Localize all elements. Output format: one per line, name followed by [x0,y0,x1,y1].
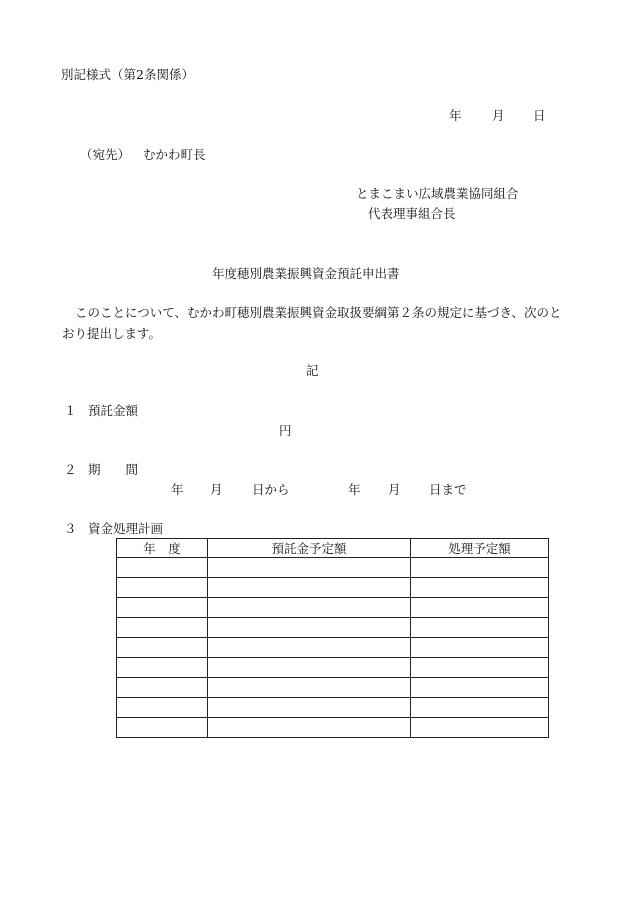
date-month-label: 月 [492,108,505,123]
table-row [117,578,549,598]
processing-planned-amount-cell[interactable] [411,598,549,618]
section-2-label: 期 間 [88,462,139,477]
processing-planned-amount-cell[interactable] [411,698,549,718]
fiscal-year-cell[interactable] [117,678,208,698]
table-row [117,558,549,578]
table-row [117,658,549,678]
period-from-year: 年 [171,482,184,497]
period-to-day: 日まで [429,482,467,497]
processing-planned-amount-cell[interactable] [411,618,549,638]
header-processing-planned-amount: 処理予定額 [411,539,549,558]
processing-planned-amount-cell[interactable] [411,678,549,698]
deposit-planned-amount-cell[interactable] [208,658,411,678]
fiscal-year-cell[interactable] [117,638,208,658]
deposit-planned-amount-cell[interactable] [208,618,411,638]
section-3-number: ３ [64,521,77,536]
applicant-title: 代表理事組合長 [368,206,456,221]
body-paragraph: このことについて、むかわ町穂別農業振興資金取扱要綱第２条の規定に基づき、次のとおり提出します。 [62,305,562,341]
deposit-planned-amount-cell[interactable] [208,558,411,578]
processing-planned-amount-cell[interactable] [411,658,549,678]
fund-plan-table [116,538,549,738]
date-year-label: 年 [449,108,462,123]
fiscal-year-cell[interactable] [117,658,208,678]
section-2-number: ２ [64,462,77,477]
fiscal-year-cell[interactable] [117,718,208,738]
document-title: 年度穂別農業振興資金預託申出書 [212,266,400,281]
header-fiscal-year: 年 度 [117,539,208,558]
table-header-row [117,539,549,558]
deposit-planned-amount-cell[interactable] [208,598,411,618]
period-from-day: 日から [252,482,290,497]
fiscal-year-cell[interactable] [117,578,208,598]
table-row [117,638,549,658]
table-row [117,678,549,698]
table-row [117,598,549,618]
processing-planned-amount-cell[interactable] [411,578,549,598]
section-3-label: 資金処理計画 [88,521,164,536]
processing-planned-amount-cell[interactable] [411,718,549,738]
table-row [117,718,549,738]
date-day-label: 日 [533,108,546,123]
addressee-label: （宛先） [80,147,131,162]
deposit-planned-amount-cell[interactable] [208,698,411,718]
section-1-label: 預託金額 [88,403,139,418]
ki-marker: 記 [306,363,319,378]
section-1-number: １ [64,403,77,418]
deposit-planned-amount-cell[interactable] [208,638,411,658]
table-body [117,558,549,738]
form-reference: 別記様式（第2条関係） [61,67,194,82]
table-row [117,698,549,718]
fiscal-year-cell[interactable] [117,598,208,618]
processing-planned-amount-cell[interactable] [411,558,549,578]
deposit-planned-amount-cell[interactable] [208,718,411,738]
table-row [117,618,549,638]
addressee-name: むかわ町長 [143,147,206,162]
fiscal-year-cell[interactable] [117,558,208,578]
deposit-planned-amount-cell[interactable] [208,578,411,598]
period-from-month: 月 [210,482,223,497]
period-to-month: 月 [388,482,401,497]
processing-planned-amount-cell[interactable] [411,638,549,658]
period-to-year: 年 [348,482,361,497]
header-deposit-planned-amount: 預託金予定額 [208,539,411,558]
deposit-amount-unit: 円 [279,423,292,438]
fiscal-year-cell[interactable] [117,618,208,638]
deposit-planned-amount-cell[interactable] [208,678,411,698]
applicant-organization: とまこまい広域農業協同組合 [356,186,519,201]
fiscal-year-cell[interactable] [117,698,208,718]
